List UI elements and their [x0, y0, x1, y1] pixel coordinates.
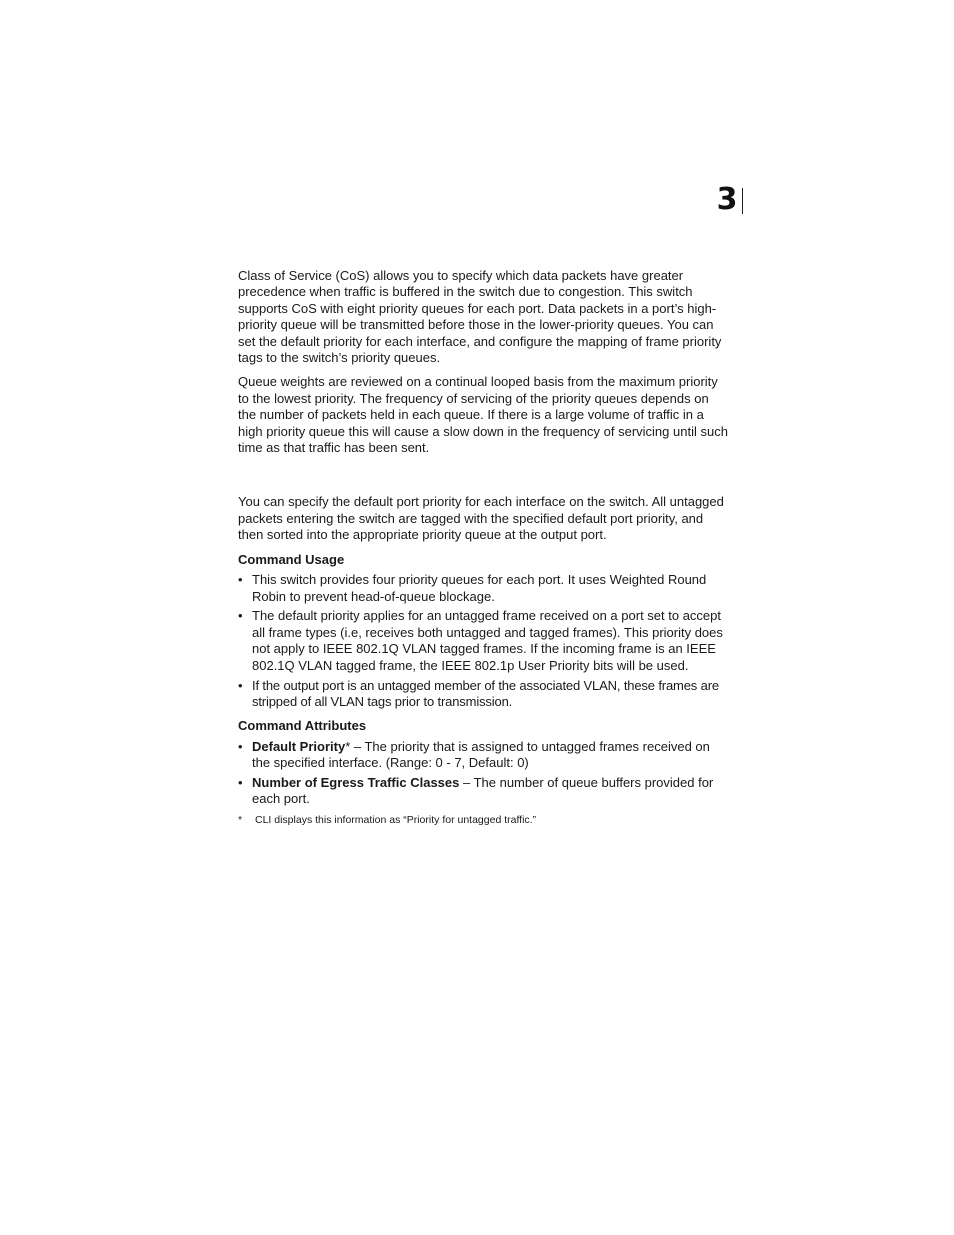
intro-paragraph: Queue weights are reviewed on a continual looped basis from the maximum priority to the lowest priority. The frequency of servicing of the priority queues depends on the number of packets held in each queue. If there is a large volume of traffic in a high priority queue this will cause a slow down in the frequency of servicing until such time as that traffic has been sent.: [238, 374, 728, 456]
list-item: [238, 572, 730, 605]
list-item: [238, 678, 730, 711]
page-content: [238, 268, 730, 827]
section-paragraph: You can specify the default port priority for each interface on the switch. All untagged packets entering the switch are tagged with the specified default port priority, and then sorted into the appropriate priority queue at the output port.: [238, 494, 724, 543]
bullet: •: [238, 608, 243, 624]
command-attributes-heading: Command Attributes: [238, 718, 367, 734]
attribute-description: – The priority that is assigned to untagged frames received on the specified interface. (Range: 0 - 7, Default: 0): [252, 738, 710, 771]
footnote-ref: *: [345, 738, 351, 754]
list-item: [238, 608, 730, 674]
command-attributes-list: [238, 739, 730, 808]
chapter-number: 3: [716, 182, 738, 217]
bullet: •: [238, 572, 243, 588]
intro-paragraph: Class of Service (CoS) allows you to specify which data packets have greater precedence when traffic is buffered in the switch due to congestion. This switch supports CoS with eight priority queues for each port. Data packets in a port’s high-priority queue will be transmitted before those in the lower-priority queues. You can set the default priority for each interface, and configure the mapping of frame priority tags to the switch’s priority queues.: [238, 268, 722, 366]
attribute-name: Default Priority: [252, 738, 346, 754]
attribute-description: – The number of queue buffers provided for each port.: [252, 775, 714, 807]
list-item: [238, 775, 730, 808]
footnote: [238, 814, 730, 827]
bullet: •: [238, 775, 243, 791]
list-item-text: This switch provides four priority queues for each port. It uses Weighted Round Robin to prevent head-of-queue blockage.: [252, 572, 707, 604]
list-item: [238, 739, 730, 772]
footnote-mark: *: [238, 813, 243, 826]
command-usage-list: [238, 572, 730, 710]
footnote-text: CLI displays this information as “Priority for untagged traffic.”: [255, 813, 537, 826]
bullet: •: [238, 738, 243, 754]
list-item-text: The default priority applies for an untagged frame received on a port set to accept all frame types (i.e, receives both untagged and tagged frames). This priority does not apply to IEEE 802.1Q VLAN tagged frames. If the incoming frame is an IEEE 802.1Q VLAN tagged frame, the IEEE 802.1p User Priority bits will be used.: [252, 608, 723, 673]
attribute-name: Number of Egress Traffic Classes: [252, 775, 460, 791]
list-item-text: If the output port is an untagged member of the associated VLAN, these frames are stripped of all VLAN tags prior to transmission.: [252, 677, 719, 709]
bullet: •: [238, 677, 243, 693]
command-usage-heading: Command Usage: [238, 551, 345, 567]
chapter-tab: [714, 182, 743, 217]
